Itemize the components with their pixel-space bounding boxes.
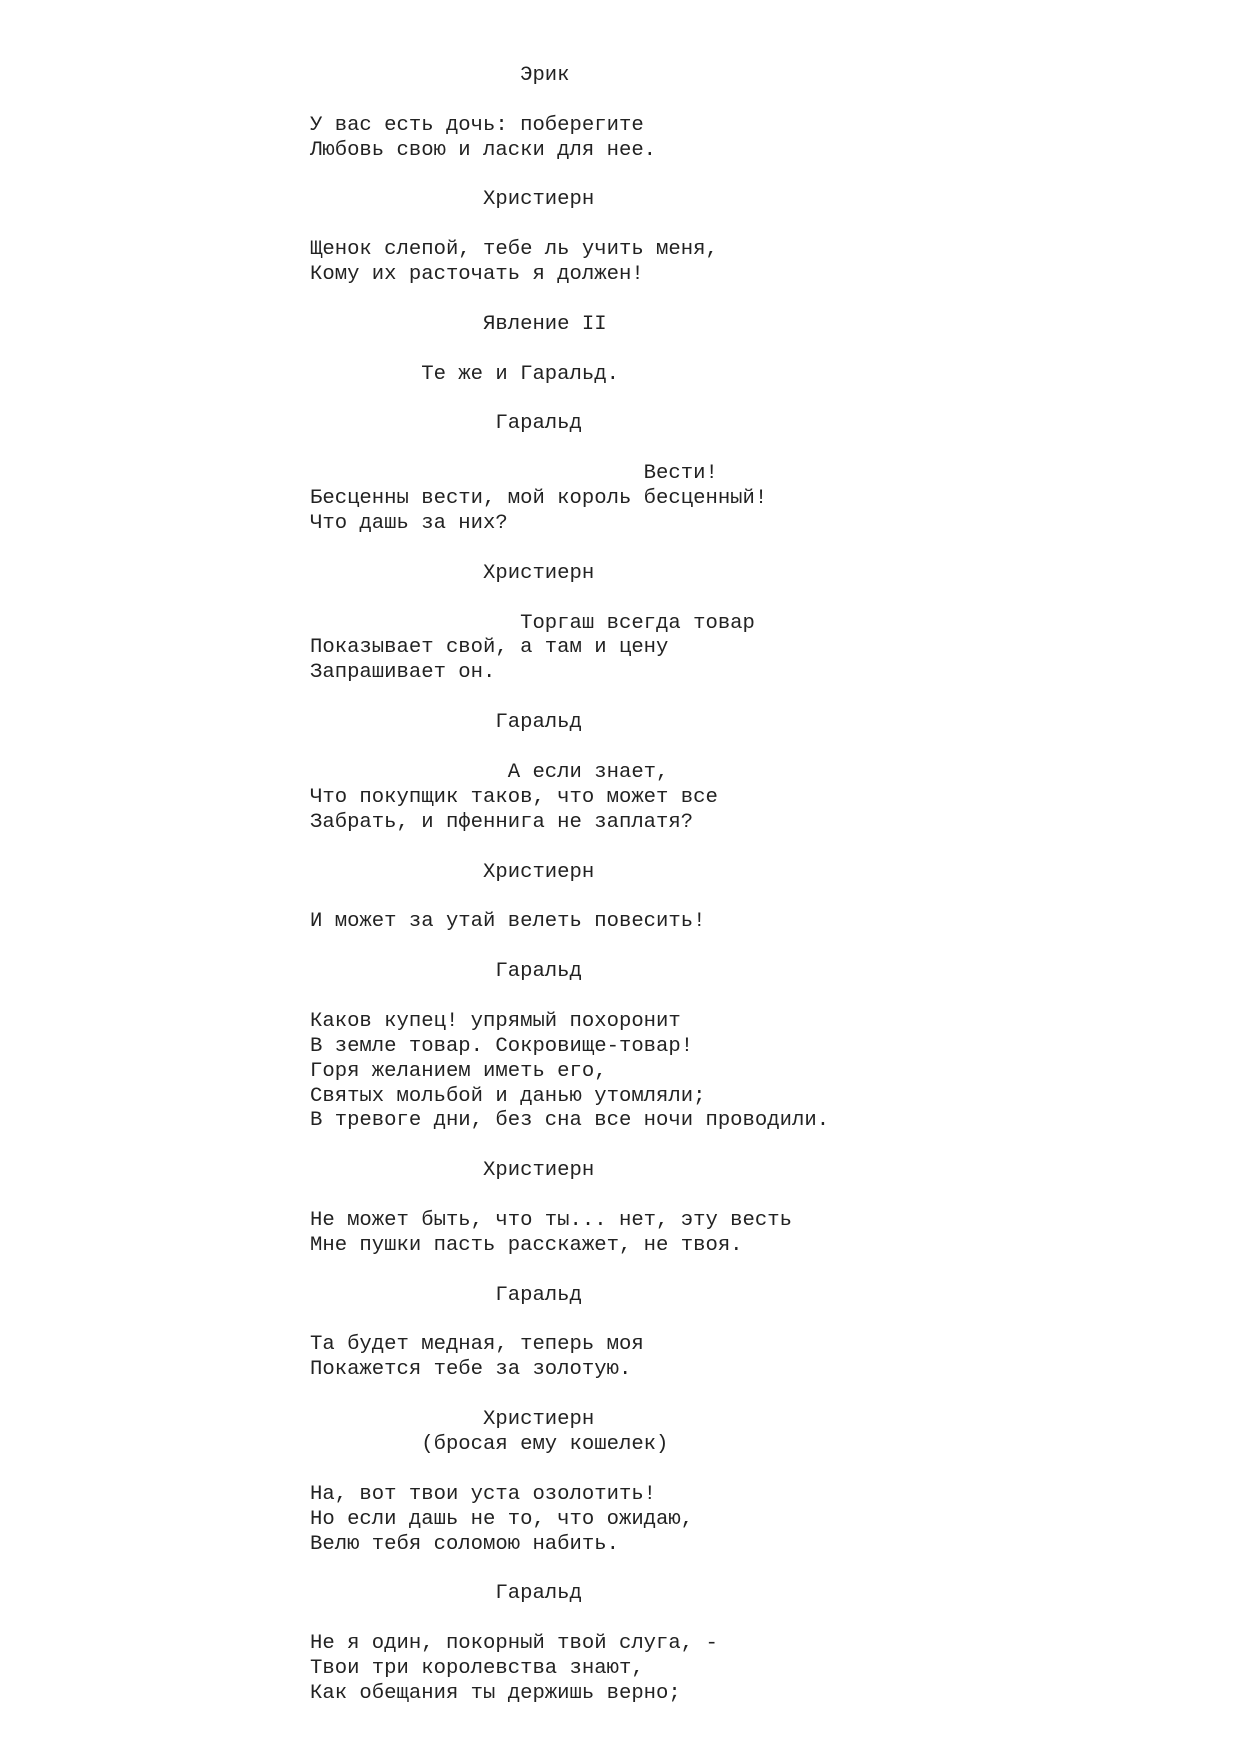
text-line: Щенок слепой, тебе ль учить меня, <box>310 238 718 262</box>
text-line: Твои три королевства знают, <box>310 1657 644 1680</box>
text-line: Бесценны вести, мой король бесценный! <box>310 487 768 511</box>
text-line: Что покупщик таков, что может все <box>310 785 718 809</box>
text-line: И может за утай велеть повесить! <box>310 910 706 934</box>
text-line <box>310 288 829 313</box>
text-line <box>310 164 829 189</box>
text-line: Показывает свой, а там и цену <box>310 636 669 660</box>
text-line <box>310 935 829 960</box>
text-line: Святых мольбой и данью утомляли; <box>310 1084 706 1108</box>
text-line: Не я один, покорный твой слуга, - <box>310 1632 718 1656</box>
text-line: Велю тебя соломою набить. <box>310 1532 619 1556</box>
text-line: Что дашь за них? <box>310 512 508 536</box>
text-line: Гаральд <box>310 1283 582 1307</box>
text-line <box>310 885 829 910</box>
text-line: У вас есть дочь: поберегите <box>310 113 644 137</box>
text-line: Покажется тебе за золотую. <box>310 1358 632 1382</box>
text-line: Христиерн <box>310 188 595 212</box>
text-line <box>310 537 829 562</box>
text-line: Христиерн <box>310 1408 595 1432</box>
text-line: Христиерн <box>310 860 595 884</box>
text-line <box>310 1259 829 1284</box>
text-line: Гаральд <box>310 412 582 436</box>
text-line: Мне пушки пасть расскажет, не твоя. <box>310 1233 743 1257</box>
text-line <box>310 1458 829 1483</box>
text-line: Эрик <box>310 64 570 87</box>
text-line: Каков купец! упрямый похоронит <box>310 1009 681 1033</box>
text-line: Вести! <box>310 462 718 486</box>
text-line: В земле товар. Сокровище-товар! <box>310 1034 694 1058</box>
text-line <box>310 686 829 711</box>
text-line: В тревоге дни, без сна все ночи проводили. <box>310 1109 830 1133</box>
text-line <box>310 1134 829 1159</box>
text-line: Те же и Гаральд. <box>310 362 619 386</box>
text-line <box>310 338 829 363</box>
text-line: Не может быть, что ты... нет, эту весть <box>310 1208 792 1232</box>
text-line <box>310 213 829 238</box>
text-line <box>310 1607 829 1632</box>
text-line: На, вот твои уста озолотить! <box>310 1482 657 1506</box>
text-line: Гаральд <box>310 1582 582 1606</box>
text-line: Христиерн <box>310 561 595 585</box>
text-line: Явление II <box>310 312 607 336</box>
text-line <box>310 736 829 761</box>
text-line <box>310 388 829 413</box>
text-line: Запрашивает он. <box>310 661 496 685</box>
text-line: Забрать, и пфеннига не заплатя? <box>310 810 694 834</box>
text-line: Гаральд <box>310 711 582 735</box>
text-line <box>310 587 829 612</box>
text-line <box>310 1184 829 1209</box>
text-line: Гаральд <box>310 960 582 984</box>
text-line: Любовь свою и ласки для нее. <box>310 138 657 162</box>
text-line <box>310 89 829 114</box>
play-text <box>310 64 829 1707</box>
text-line: Но если дашь не то, что ожидаю, <box>310 1507 694 1531</box>
text-line: Христиерн <box>310 1159 595 1183</box>
text-line: А если знает, <box>310 760 669 784</box>
text-line <box>310 437 829 462</box>
text-line: Торгаш всегда товар <box>310 611 755 635</box>
text-line <box>310 836 829 861</box>
text-line: Как обещания ты держишь верно; <box>310 1681 681 1705</box>
text-line <box>310 985 829 1010</box>
text-line <box>310 1383 829 1408</box>
text-line: Кому их расточать я должен! <box>310 263 644 287</box>
text-line: Та будет медная, теперь моя <box>310 1333 644 1357</box>
text-line <box>310 1557 829 1582</box>
text-line <box>310 1309 829 1334</box>
text-line: (бросая ему кошелек) <box>310 1432 669 1456</box>
text-line: Горя желанием иметь его, <box>310 1059 607 1083</box>
